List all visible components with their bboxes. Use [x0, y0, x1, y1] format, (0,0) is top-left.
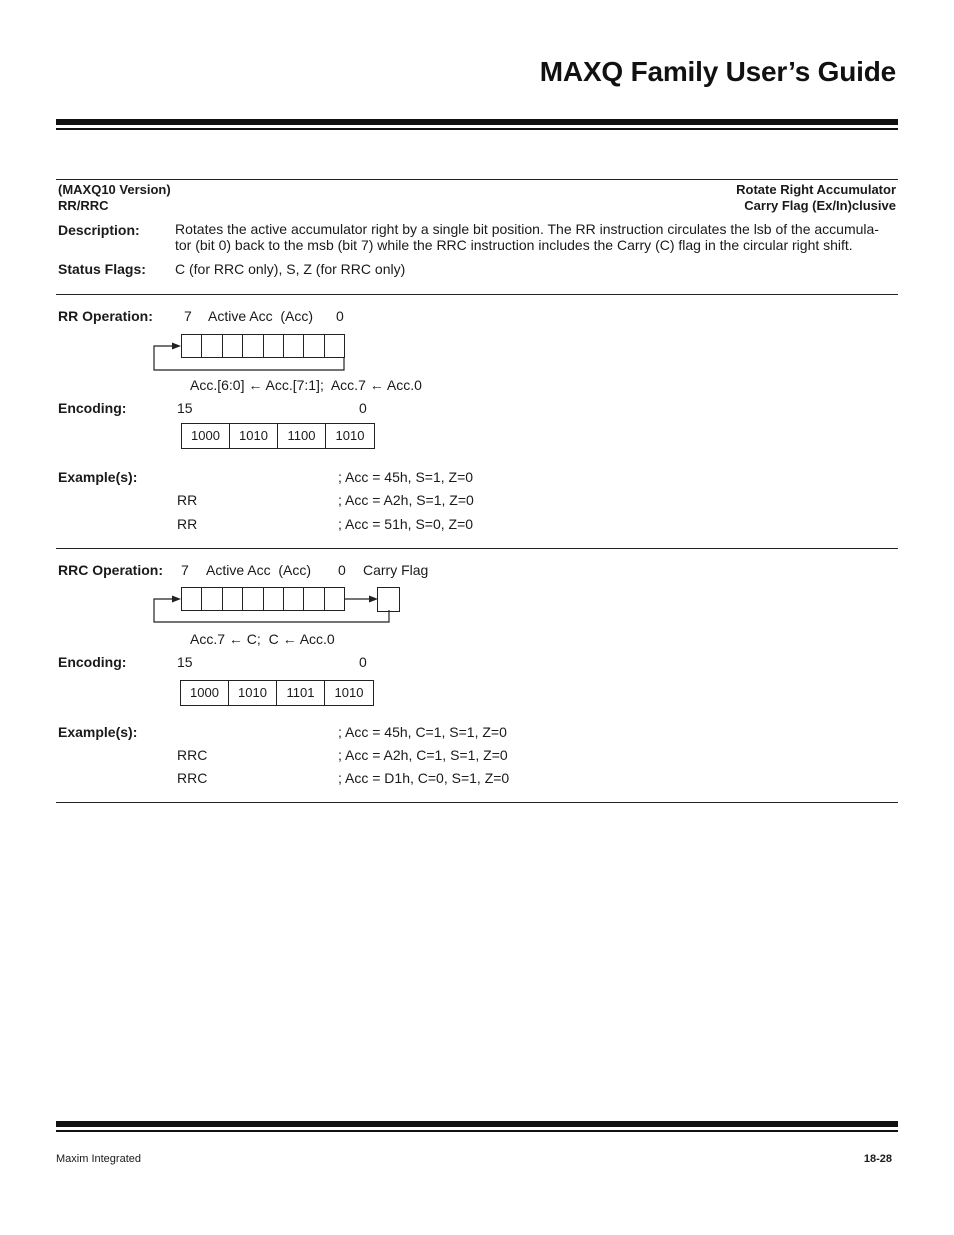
description-line2: tor (bit 0) back to the msb (bit 7) while the RRC instruction includes the Carry (C) flag in the circular right shift.: [175, 237, 853, 253]
rr-example-comment: ; Acc = 51h, S=0, Z=0: [338, 516, 474, 532]
rr-encoding-box: [181, 423, 375, 449]
status-flags-value: C (for RRC only), S, Z (for RRC only): [175, 261, 406, 277]
description-text: [175, 221, 897, 253]
rr-bit-high: 7: [184, 308, 192, 324]
footer-company: Maxim Integrated: [56, 1153, 141, 1165]
rrc-rotate-arrow: [150, 590, 400, 626]
rr-operation-label: RR Operation:: [58, 308, 153, 324]
rr-acc-label: Active Acc (Acc): [208, 308, 314, 324]
section-divider: [56, 548, 898, 549]
status-flags-label: Status Flags:: [58, 261, 146, 277]
rrc-example-comment: ; Acc = 45h, C=1, S=1, Z=0: [338, 724, 507, 740]
rrc-example-instr: RRC: [177, 747, 208, 763]
mnemonic-label: RR/RRC: [58, 198, 109, 213]
section-divider: [56, 179, 898, 180]
description-line1: Rotates the active accumulator right by a single bit position. The RR instruction circulates the lsb of the accumula-: [175, 221, 879, 237]
rrc-example-instr: RRC: [177, 770, 208, 786]
rr-encoding-label: Encoding:: [58, 400, 127, 416]
rrc-encoding-nibble: 1010: [229, 681, 277, 705]
instruction-name-line1: Rotate Right Accumulator: [736, 182, 896, 197]
rr-encoding-bit-low: 0: [359, 400, 367, 416]
rrc-bit-low: 0: [338, 562, 346, 578]
header-rule-thick: [56, 119, 898, 125]
rrc-encoding-bit-high: 15: [177, 654, 193, 670]
rr-encoding-nibble: 1010: [230, 424, 278, 448]
rr-encoding-nibble: 1000: [182, 424, 230, 448]
footer-rule-thin: [56, 1130, 898, 1132]
rrc-encoding-nibble: 1101: [277, 681, 325, 705]
rr-examples-label: Example(s):: [58, 469, 138, 485]
instruction-name-line2: Carry Flag (Ex/In)clusive: [744, 198, 896, 213]
rr-example-comment: ; Acc = A2h, S=1, Z=0: [338, 492, 474, 508]
rrc-encoding-nibble: 1000: [181, 681, 229, 705]
section-divider: [56, 802, 898, 803]
description-label: Description:: [58, 222, 140, 238]
version-label: (MAXQ10 Version): [58, 182, 171, 197]
rrc-bit-high: 7: [181, 562, 189, 578]
rr-encoding-nibble: 1100: [278, 424, 326, 448]
rrc-equation: Acc.7 ← C; C ← Acc.0: [190, 631, 335, 647]
header-rule-thin: [56, 128, 898, 130]
footer-rule-thick: [56, 1121, 898, 1127]
page-title: MAXQ Family User’s Guide: [539, 56, 896, 87]
rr-encoding-bit-high: 15: [177, 400, 193, 416]
section-divider: [56, 294, 898, 295]
rr-rotate-arrow: [150, 338, 350, 374]
rrc-operation-label: RRC Operation:: [58, 562, 163, 578]
rrc-example-comment: ; Acc = A2h, C=1, S=1, Z=0: [338, 747, 508, 763]
rrc-example-comment: ; Acc = D1h, C=0, S=1, Z=0: [338, 770, 510, 786]
rrc-carry-label: Carry Flag: [363, 562, 429, 578]
footer-page-number: 18-28: [863, 1153, 892, 1165]
rr-encoding-nibble: 1010: [335, 428, 365, 443]
rrc-encoding-box: [180, 680, 374, 706]
rr-example-instr: RR: [177, 492, 198, 508]
rrc-examples-label: Example(s):: [58, 724, 138, 740]
rrc-acc-label: Active Acc (Acc): [206, 562, 312, 578]
rrc-encoding-bit-low: 0: [359, 654, 367, 670]
rr-equation: Acc.[6:0] ← Acc.[7:1]; Acc.7 ← Acc.0: [190, 377, 422, 393]
rr-example-comment: ; Acc = 45h, S=1, Z=0: [338, 469, 474, 485]
rr-example-instr: RR: [177, 516, 198, 532]
rrc-encoding-label: Encoding:: [58, 654, 127, 670]
rrc-encoding-nibble: 1010: [334, 685, 364, 700]
rr-bit-low: 0: [336, 308, 344, 324]
